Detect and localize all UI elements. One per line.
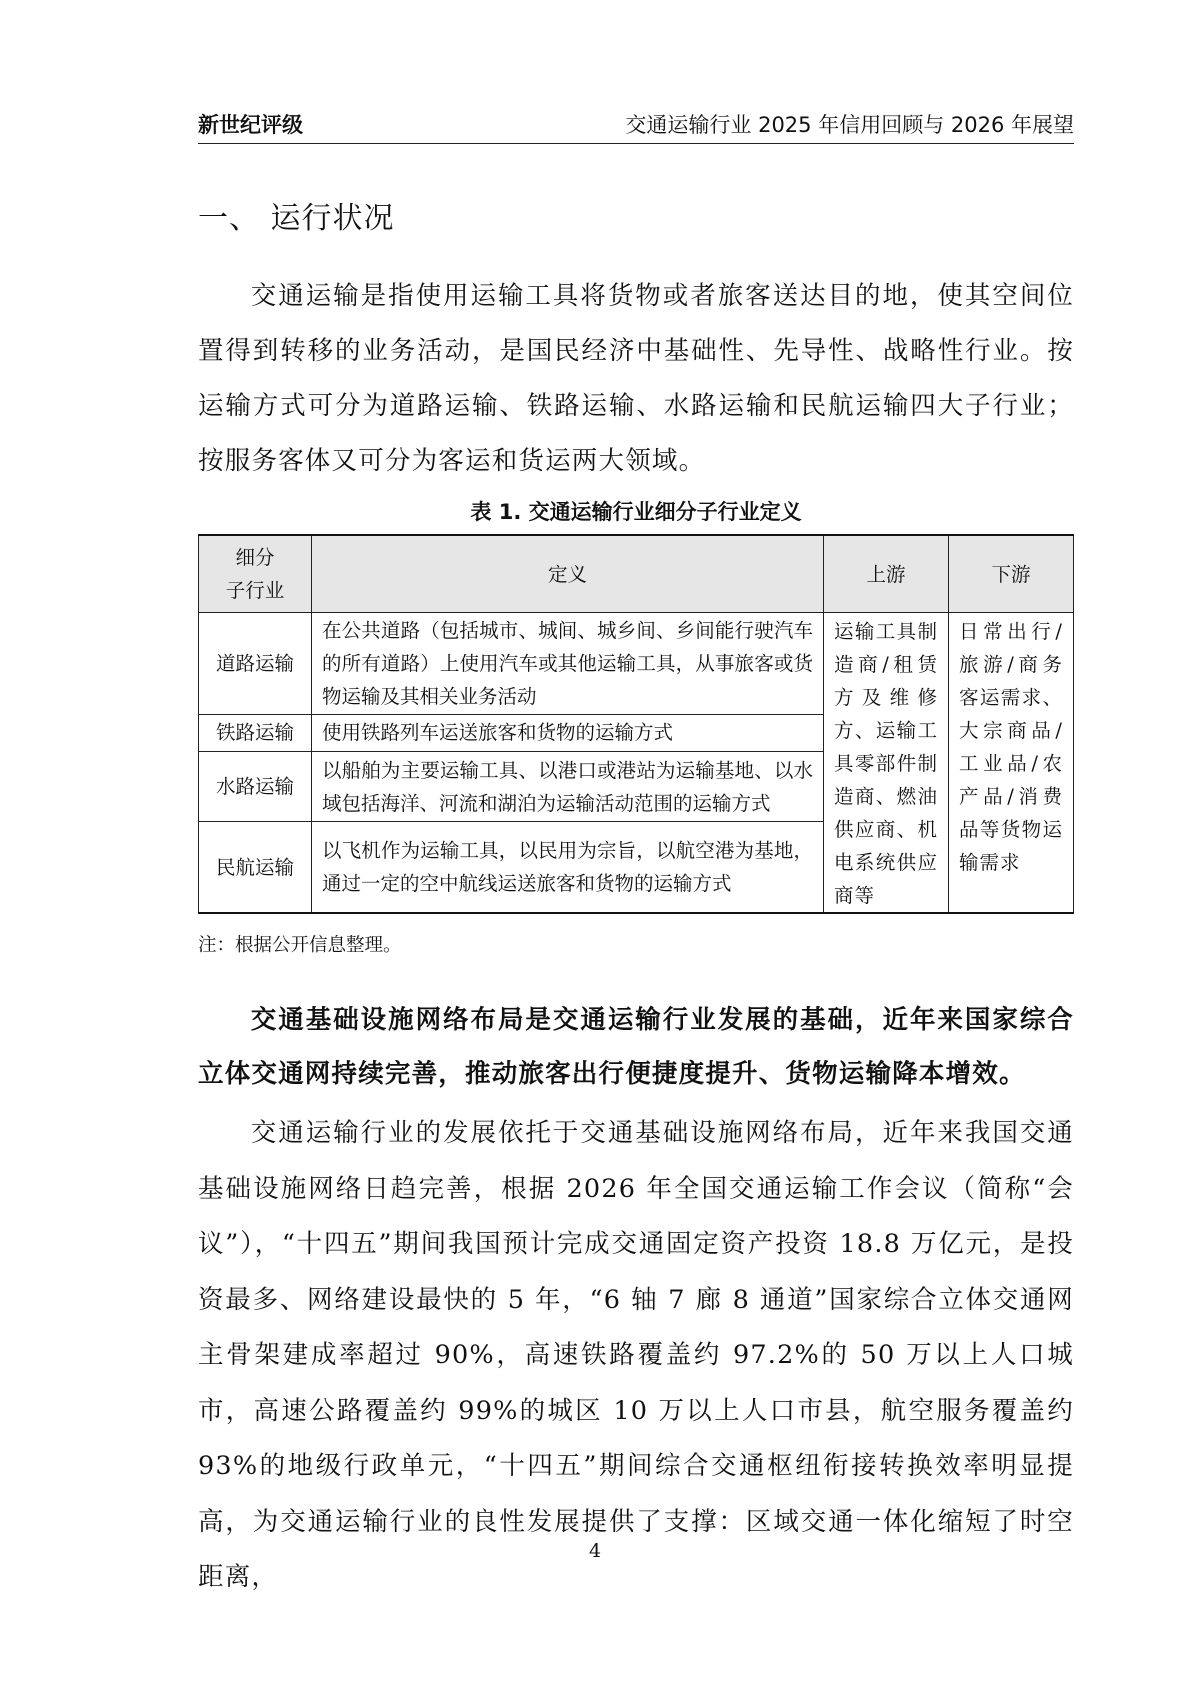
section-title: 一、 运行状况 [198, 201, 395, 236]
sub-industry-table [198, 534, 1074, 914]
page-number: 4 [588, 1540, 602, 1562]
table-row [199, 613, 1074, 715]
table-note: 注：根据公开信息整理。 [198, 935, 402, 956]
col-header-sub-industry-l2: 子行业 [225, 579, 285, 602]
row-name: 铁路运输 [199, 715, 312, 751]
row-definition: 使用铁路列车运送旅客和货物的运输方式 [312, 715, 824, 751]
table-caption: 表 1. 交通运输行业细分子行业定义 [470, 500, 802, 524]
row-name: 民航运输 [199, 822, 312, 913]
body-paragraph-text: 交通运输行业的发展依托于交通基础设施网络布局，近年来我国交通基础设施网络日趋完善，根据 2026 年全国交通运输工作会议（简称“会议”），“十四五”期间我国预计完成交通固定资产投资 18.8 万亿元，是投资最多、网络建设最快的 5 年，“6 轴 7 廊 8 通道”国家综合立体交通网主骨架建成率超过 90%，高速铁路覆盖约 97.2%的 50 万以上人口城市，高速公路覆盖约 99%的城区 10 万以上人口市县，航空服务覆盖约 93%的地级行政单元，“十四五”期间综合交通枢纽衔接转换效率明显提高，为交通运输行业的良性发展提供了支撑：区域交通一体化缩短了时空距离， [198, 1118, 1074, 1592]
header-report-title: 交通运输行业 2025 年信用回顾与 2026 年展望 [625, 113, 1074, 137]
col-header-sub-industry [199, 535, 312, 613]
bold-thesis-paragraph [198, 993, 1074, 1101]
page-header [198, 112, 1074, 144]
row-name: 水路运输 [199, 751, 312, 822]
col-header-downstream: 下游 [949, 535, 1074, 613]
row-definition: 以船舶为主要运输工具、以港口或港站为运输基地、以水域包括海洋、河流和湖泊为运输活动范围的运输方式 [312, 751, 824, 822]
downstream-cell: 日常出行/旅游/商务客运需求、大宗商品/工业品/农产品/消费品等货物运输需求 [949, 613, 1074, 914]
col-header-upstream: 上游 [824, 535, 949, 613]
body-paragraph [198, 1106, 1074, 1606]
intro-paragraph-text: 交通运输是指使用运输工具将货物或者旅客送达目的地，使其空间位置得到转移的业务活动，是国民经济中基础性、先导性、战略性行业。按运输方式可分为道路运输、铁路运输、水路运输和民航运输四大子行业；按服务客体又可分为客运和货运两大领域。 [198, 281, 1074, 476]
table-header-row [199, 535, 1074, 613]
intro-paragraph [198, 269, 1074, 489]
row-name: 道路运输 [199, 613, 312, 715]
col-header-definition: 定义 [312, 535, 824, 613]
row-definition: 在公共道路（包括城市、城间、城乡间、乡间能行驶汽车的所有道路）上使用汽车或其他运输工具，从事旅客或货物运输及其相关业务活动 [312, 613, 824, 715]
header-org: 新世纪评级 [198, 113, 303, 137]
row-definition: 以飞机作为运输工具，以民用为宗旨，以航空港为基地，通过一定的空中航线运送旅客和货物的运输方式 [312, 822, 824, 913]
bold-thesis-text: 交通基础设施网络布局是交通运输行业发展的基础，近年来国家综合立体交通网持续完善，推动旅客出行便捷度提升、货物运输降本增效。 [198, 1005, 1074, 1089]
upstream-cell: 运输工具制造商/租赁方及维修方、运输工具零部件制造商、燃油供应商、机电系统供应商等 [824, 613, 949, 914]
col-header-sub-industry-l1: 细分 [235, 546, 275, 569]
